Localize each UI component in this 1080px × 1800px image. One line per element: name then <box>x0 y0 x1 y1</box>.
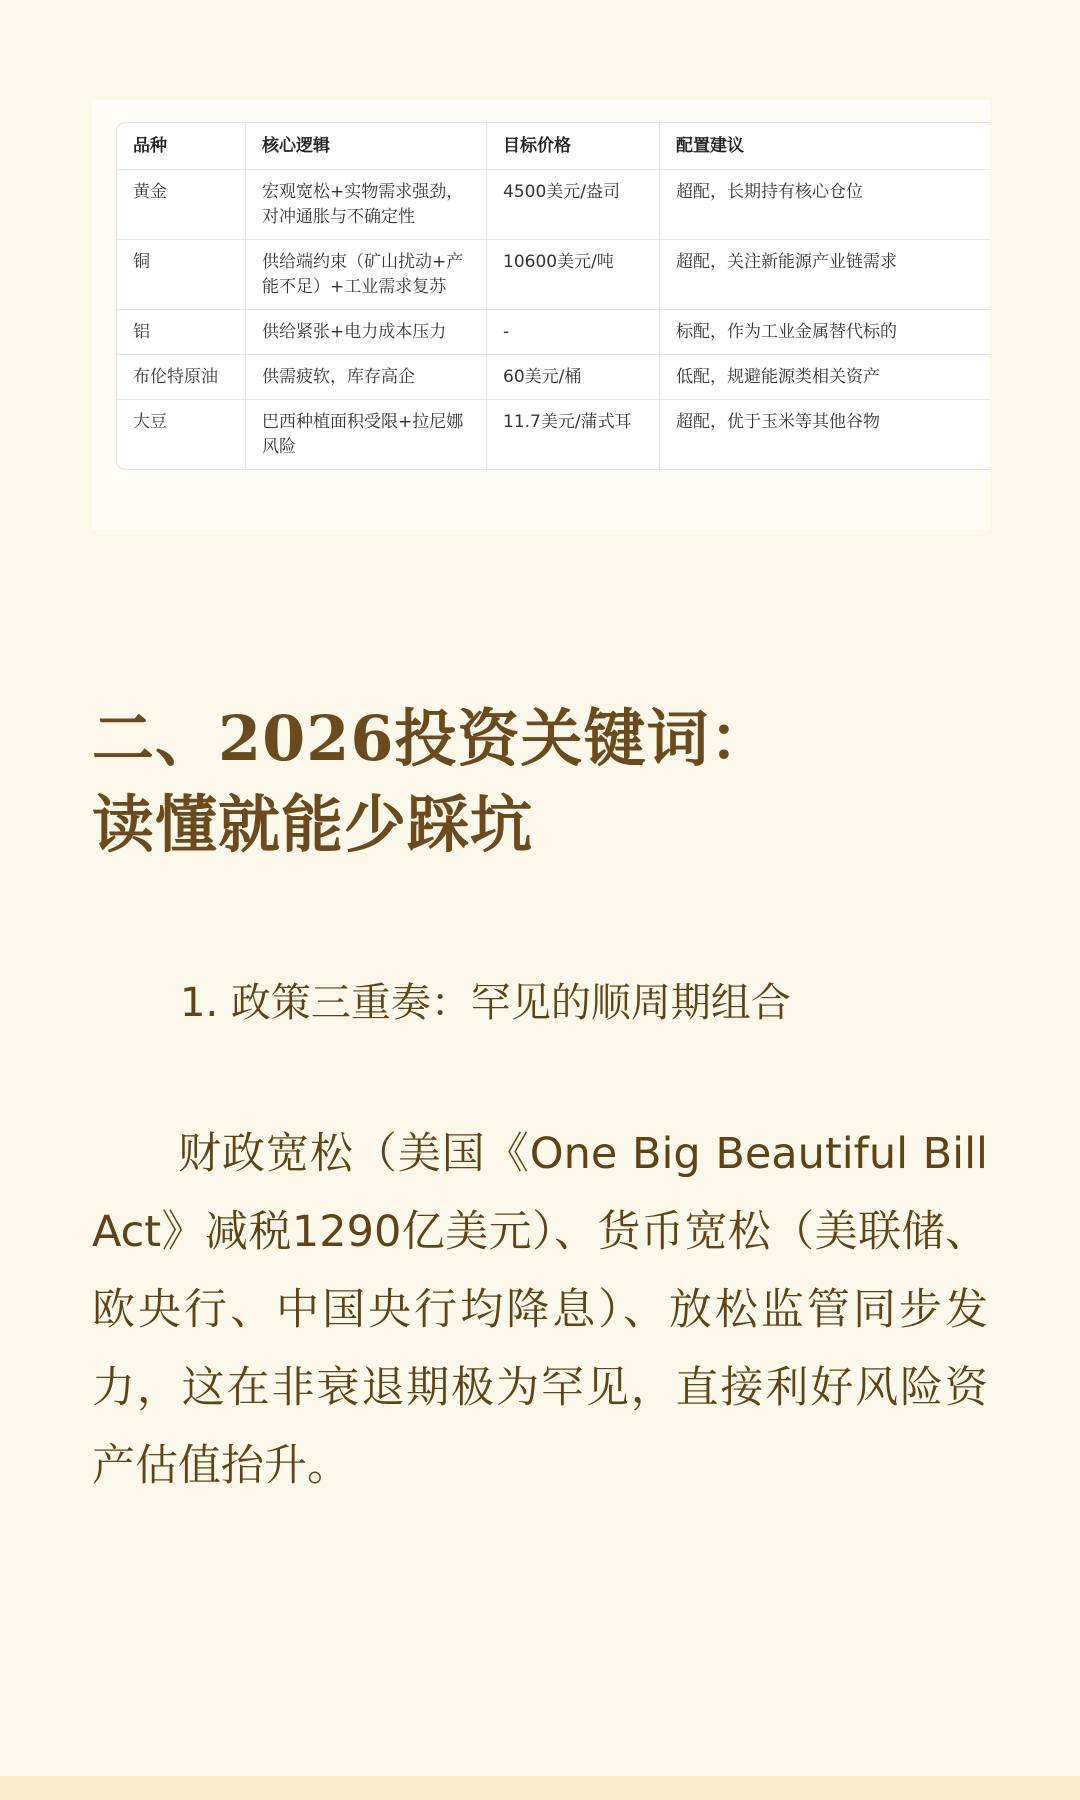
cell-allocation: 超配，关注新能源产业链需求 <box>660 240 990 310</box>
cell-allocation: 低配，规避能源类相关资产 <box>660 355 990 400</box>
table-row <box>117 355 990 400</box>
cell-variety: 布伦特原油 <box>117 355 246 400</box>
section-heading <box>92 696 773 868</box>
section-subheading: 1. 政策三重奏：罕见的顺周期组合 <box>180 980 791 1026</box>
section-heading-line-2: 读懂就能少踩坑 <box>92 788 534 861</box>
cell-variety: 大豆 <box>117 400 246 469</box>
cell-target-price: 11.7美元/蒲式耳 <box>487 400 660 469</box>
commodity-allocation-table <box>116 122 990 470</box>
cell-variety: 铜 <box>117 240 246 310</box>
cell-allocation: 超配，长期持有核心仓位 <box>660 170 990 240</box>
cell-core-logic: 宏观宽松+实物需求强劲，对冲通胀与不确定性 <box>246 170 487 240</box>
table-row <box>117 240 990 310</box>
cell-allocation: 标配，作为工业金属替代标的 <box>660 310 990 355</box>
cell-target-price: 60美元/桶 <box>487 355 660 400</box>
cell-variety: 黄金 <box>117 170 246 240</box>
cell-target-price: - <box>487 310 660 355</box>
cell-core-logic: 供给端约束（矿山扰动+产能不足）+工业需求复苏 <box>246 240 487 310</box>
cell-core-logic: 巴西种植面积受限+拉尼娜风险 <box>246 400 487 469</box>
bottom-decorative-strip <box>0 1776 1080 1800</box>
cell-target-price: 10600美元/吨 <box>487 240 660 310</box>
body-paragraph: 财政宽松（美国《One Big Beautiful Bill Act》减税1290亿美元）、货币宽松（美联储、欧央行、中国央行均降息）、放松监管同步发力，这在非衰退期极为罕见，直接利好风险资产估值抬升。 <box>92 1129 988 1491</box>
cell-allocation: 超配，优于玉米等其他谷物 <box>676 412 880 432</box>
column-header-allocation: 配置建议 <box>660 123 990 170</box>
table-row <box>117 170 990 240</box>
column-header-variety: 品种 <box>117 123 246 170</box>
table-header-row <box>117 123 990 170</box>
commodity-table-image <box>92 100 990 530</box>
table-row <box>117 310 990 355</box>
cell-core-logic: 供需疲软，库存高企 <box>246 355 487 400</box>
column-header-target-price: 目标价格 <box>487 123 660 170</box>
cell-target-price: 4500美元/盎司 <box>487 170 660 240</box>
table-row <box>117 400 990 469</box>
section-heading-line-1: 二、2026投资关键词： <box>92 702 773 775</box>
cell-core-logic: 供给紧张+电力成本压力 <box>246 310 487 355</box>
column-header-core-logic: 核心逻辑 <box>246 123 487 170</box>
cell-variety: 铝 <box>117 310 246 355</box>
